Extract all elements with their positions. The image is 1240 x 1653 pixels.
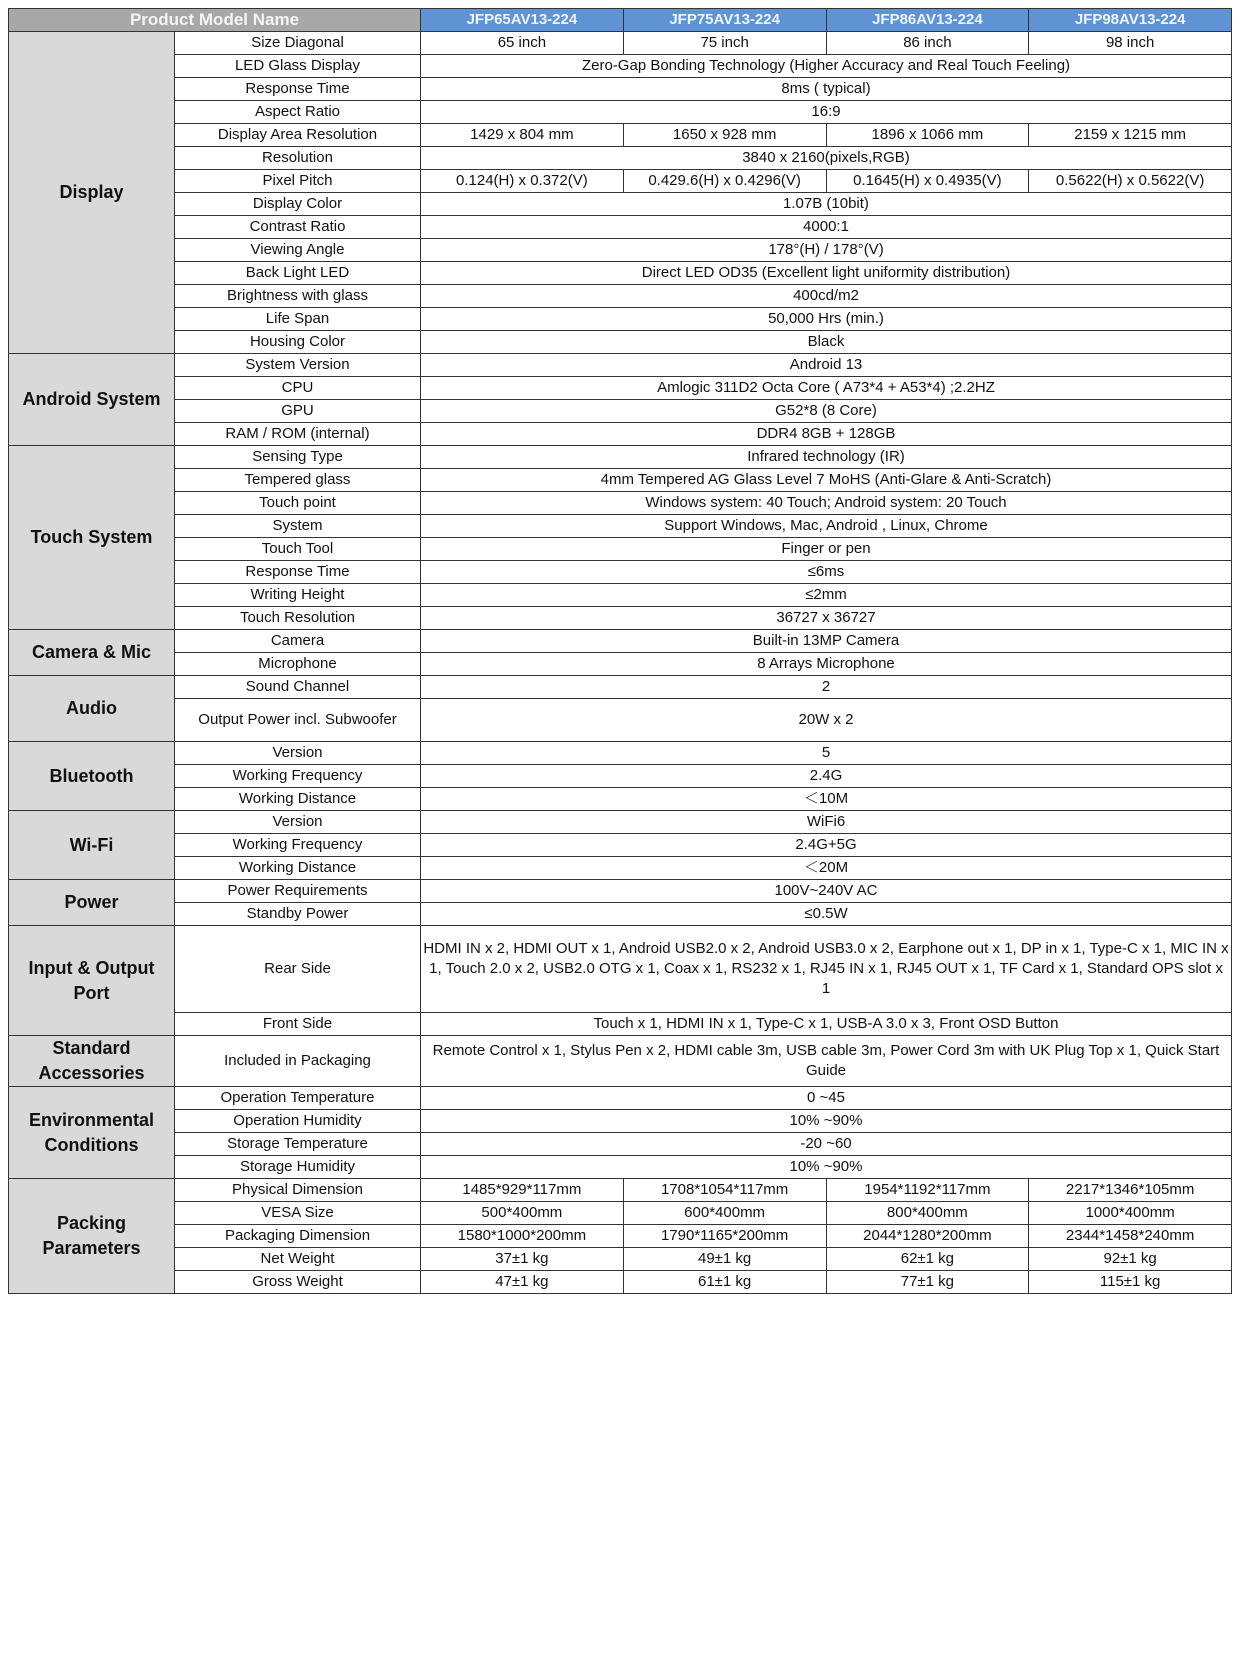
spec-value: 2.4G xyxy=(421,765,1232,788)
spec-label: Camera xyxy=(175,630,421,653)
spec-value: HDMI IN x 2, HDMI OUT x 1, Android USB2.0 x 2, Android USB3.0 x 2, Earphone out x 1, DP in x 1, Type-C x 1, MIC IN x 1, Touch 2.0 x 2, USB2.0 OTG x 1, Coax x 1, RS232 x 1, RJ45 IN x 1, RJ45 OUT x 1, TF Card x 1, Standard OPS slot x 1 xyxy=(421,926,1232,1013)
spec-value: 65 inch xyxy=(421,32,624,55)
table-row xyxy=(9,880,1232,903)
spec-value: 16:9 xyxy=(421,101,1232,124)
table-row xyxy=(9,170,1232,193)
spec-value: 8ms ( typical) xyxy=(421,78,1232,101)
table-row xyxy=(9,446,1232,469)
table-row xyxy=(9,124,1232,147)
spec-label: Contrast Ratio xyxy=(175,216,421,239)
table-row xyxy=(9,354,1232,377)
spec-label: Working Frequency xyxy=(175,834,421,857)
table-row xyxy=(9,742,1232,765)
spec-value: 8 Arrays Microphone xyxy=(421,653,1232,676)
spec-label: Pixel Pitch xyxy=(175,170,421,193)
spec-value: 0.124(H) x 0.372(V) xyxy=(421,170,624,193)
spec-value: 4mm Tempered AG Glass Level 7 MoHS (Anti-Glare & Anti-Scratch) xyxy=(421,469,1232,492)
spec-label: Working Frequency xyxy=(175,765,421,788)
spec-value: 1000*400mm xyxy=(1029,1202,1232,1225)
model-header: JFP86AV13-224 xyxy=(826,9,1029,32)
spec-value: 10% ~90% xyxy=(421,1110,1232,1133)
table-row xyxy=(9,469,1232,492)
group-label: Input & Output Port xyxy=(9,926,175,1036)
table-row xyxy=(9,262,1232,285)
spec-label: Packaging Dimension xyxy=(175,1225,421,1248)
group-label: Audio xyxy=(9,676,175,742)
product-model-name-header: Product Model Name xyxy=(9,9,421,32)
table-row xyxy=(9,423,1232,446)
group-label: Packing Parameters xyxy=(9,1179,175,1294)
spec-value: 1954*1192*117mm xyxy=(826,1179,1029,1202)
spec-label: Response Time xyxy=(175,561,421,584)
spec-value: 1580*1000*200mm xyxy=(421,1225,624,1248)
table-row xyxy=(9,1248,1232,1271)
spec-value: 178°(H) / 178°(V) xyxy=(421,239,1232,262)
group-label: Power xyxy=(9,880,175,926)
spec-value: 3840 x 2160(pixels,RGB) xyxy=(421,147,1232,170)
table-row xyxy=(9,285,1232,308)
spec-label: CPU xyxy=(175,377,421,400)
spec-value: 4000:1 xyxy=(421,216,1232,239)
group-label: Standard Accessories xyxy=(9,1036,175,1087)
spec-value: 500*400mm xyxy=(421,1202,624,1225)
group-label: Touch System xyxy=(9,446,175,630)
table-row xyxy=(9,1013,1232,1036)
spec-value: 92±1 kg xyxy=(1029,1248,1232,1271)
spec-label: Physical Dimension xyxy=(175,1179,421,1202)
spec-value: 10% ~90% xyxy=(421,1156,1232,1179)
spec-value: Touch x 1, HDMI IN x 1, Type-C x 1, USB-A 3.0 x 3, Front OSD Button xyxy=(421,1013,1232,1036)
spec-label: Storage Temperature xyxy=(175,1133,421,1156)
spec-value: 86 inch xyxy=(826,32,1029,55)
spec-value: G52*8 (8 Core) xyxy=(421,400,1232,423)
spec-label: LED Glass Display xyxy=(175,55,421,78)
spec-label: Included in Packaging xyxy=(175,1036,421,1087)
spec-value: 50,000 Hrs (min.) xyxy=(421,308,1232,331)
table-row xyxy=(9,1179,1232,1202)
table-row xyxy=(9,699,1232,742)
table-row xyxy=(9,811,1232,834)
spec-body xyxy=(9,32,1232,1294)
spec-value: ＜20M xyxy=(421,857,1232,880)
group-label: Wi-Fi xyxy=(9,811,175,880)
spec-label: Standby Power xyxy=(175,903,421,926)
table-row xyxy=(9,515,1232,538)
table-row xyxy=(9,377,1232,400)
table-row xyxy=(9,147,1232,170)
spec-label: Viewing Angle xyxy=(175,239,421,262)
spec-value: 0.429.6(H) x 0.4296(V) xyxy=(623,170,826,193)
spec-label: System Version xyxy=(175,354,421,377)
spec-value: Direct LED OD35 (Excellent light uniformity distribution) xyxy=(421,262,1232,285)
table-row xyxy=(9,788,1232,811)
spec-value: 800*400mm xyxy=(826,1202,1029,1225)
table-row xyxy=(9,607,1232,630)
spec-value: 1790*1165*200mm xyxy=(623,1225,826,1248)
spec-value: Android 13 xyxy=(421,354,1232,377)
table-row xyxy=(9,32,1232,55)
spec-value: 37±1 kg xyxy=(421,1248,624,1271)
spec-value: 36727 x 36727 xyxy=(421,607,1232,630)
table-row xyxy=(9,216,1232,239)
spec-value: 1896 x 1066 mm xyxy=(826,124,1029,147)
group-label: Bluetooth xyxy=(9,742,175,811)
spec-value: Built-in 13MP Camera xyxy=(421,630,1232,653)
spec-value: 115±1 kg xyxy=(1029,1271,1232,1294)
spec-value: 49±1 kg xyxy=(623,1248,826,1271)
spec-value: 2 xyxy=(421,676,1232,699)
spec-value: 0 ~45 xyxy=(421,1087,1232,1110)
spec-label: Power Requirements xyxy=(175,880,421,903)
spec-value: 62±1 kg xyxy=(826,1248,1029,1271)
spec-value: 0.1645(H) x 0.4935(V) xyxy=(826,170,1029,193)
spec-label: Front Side xyxy=(175,1013,421,1036)
table-row xyxy=(9,903,1232,926)
table-row xyxy=(9,676,1232,699)
table-row xyxy=(9,1202,1232,1225)
spec-value: 1.07B (10bit) xyxy=(421,193,1232,216)
spec-value: 20W x 2 xyxy=(421,699,1232,742)
spec-value: 100V~240V AC xyxy=(421,880,1232,903)
spec-value: ≤6ms xyxy=(421,561,1232,584)
spec-value: 1485*929*117mm xyxy=(421,1179,624,1202)
spec-value: 77±1 kg xyxy=(826,1271,1029,1294)
table-row xyxy=(9,331,1232,354)
spec-label: Version xyxy=(175,811,421,834)
table-row xyxy=(9,101,1232,124)
spec-label: Life Span xyxy=(175,308,421,331)
spec-value: Infrared technology (IR) xyxy=(421,446,1232,469)
spec-value: 2344*1458*240mm xyxy=(1029,1225,1232,1248)
table-row xyxy=(9,492,1232,515)
spec-label: Operation Humidity xyxy=(175,1110,421,1133)
spec-label: RAM / ROM (internal) xyxy=(175,423,421,446)
spec-label: Sensing Type xyxy=(175,446,421,469)
table-row xyxy=(9,857,1232,880)
spec-value: 75 inch xyxy=(623,32,826,55)
spec-label: Operation Temperature xyxy=(175,1087,421,1110)
spec-label: Working Distance xyxy=(175,857,421,880)
spec-value: 1650 x 928 mm xyxy=(623,124,826,147)
spec-value: 0.5622(H) x 0.5622(V) xyxy=(1029,170,1232,193)
table-row xyxy=(9,55,1232,78)
table-row xyxy=(9,630,1232,653)
spec-value: 98 inch xyxy=(1029,32,1232,55)
table-row xyxy=(9,1036,1232,1087)
spec-value: 1429 x 804 mm xyxy=(421,124,624,147)
table-row xyxy=(9,834,1232,857)
spec-label: Working Distance xyxy=(175,788,421,811)
spec-label: GPU xyxy=(175,400,421,423)
spec-label: Touch Resolution xyxy=(175,607,421,630)
spec-label: Tempered glass xyxy=(175,469,421,492)
spec-table xyxy=(8,8,1232,1294)
spec-label: Net Weight xyxy=(175,1248,421,1271)
spec-value: 2044*1280*200mm xyxy=(826,1225,1029,1248)
spec-label: Brightness with glass xyxy=(175,285,421,308)
group-label: Display xyxy=(9,32,175,354)
spec-label: System xyxy=(175,515,421,538)
spec-value: Finger or pen xyxy=(421,538,1232,561)
spec-label: Writing Height xyxy=(175,584,421,607)
spec-value: Windows system: 40 Touch; Android system: 20 Touch xyxy=(421,492,1232,515)
spec-label: VESA Size xyxy=(175,1202,421,1225)
spec-value: 1708*1054*117mm xyxy=(623,1179,826,1202)
spec-value: DDR4 8GB + 128GB xyxy=(421,423,1232,446)
spec-value: ≤0.5W xyxy=(421,903,1232,926)
spec-value: -20 ~60 xyxy=(421,1133,1232,1156)
table-row xyxy=(9,193,1232,216)
spec-value: Black xyxy=(421,331,1232,354)
table-row xyxy=(9,926,1232,1013)
group-label: Camera & Mic xyxy=(9,630,175,676)
table-row xyxy=(9,1156,1232,1179)
spec-label: Display Area Resolution xyxy=(175,124,421,147)
table-row xyxy=(9,584,1232,607)
spec-label: Resolution xyxy=(175,147,421,170)
model-header: JFP65AV13-224 xyxy=(421,9,624,32)
model-header: JFP98AV13-224 xyxy=(1029,9,1232,32)
spec-value: 2217*1346*105mm xyxy=(1029,1179,1232,1202)
spec-value: Support Windows, Mac, Android , Linux, Chrome xyxy=(421,515,1232,538)
spec-value: 47±1 kg xyxy=(421,1271,624,1294)
table-row xyxy=(9,1087,1232,1110)
table-row xyxy=(9,78,1232,101)
spec-label: Touch Tool xyxy=(175,538,421,561)
spec-label: Storage Humidity xyxy=(175,1156,421,1179)
spec-label: Version xyxy=(175,742,421,765)
table-row xyxy=(9,561,1232,584)
spec-value: 2159 x 1215 mm xyxy=(1029,124,1232,147)
spec-label: Gross Weight xyxy=(175,1271,421,1294)
spec-label: Size Diagonal xyxy=(175,32,421,55)
header-row xyxy=(9,9,1232,32)
spec-value: WiFi6 xyxy=(421,811,1232,834)
table-row xyxy=(9,1271,1232,1294)
spec-label: Aspect Ratio xyxy=(175,101,421,124)
table-row xyxy=(9,1133,1232,1156)
spec-value: Amlogic 311D2 Octa Core ( A73*4 + A53*4) ;2.2HZ xyxy=(421,377,1232,400)
spec-value: 400cd/m2 xyxy=(421,285,1232,308)
table-row xyxy=(9,400,1232,423)
spec-label: Response Time xyxy=(175,78,421,101)
spec-label: Rear Side xyxy=(175,926,421,1013)
table-row xyxy=(9,1225,1232,1248)
spec-label: Display Color xyxy=(175,193,421,216)
table-row xyxy=(9,653,1232,676)
spec-label: Back Light LED xyxy=(175,262,421,285)
table-row xyxy=(9,765,1232,788)
spec-value: ＜10M xyxy=(421,788,1232,811)
spec-label: Output Power incl. Subwoofer xyxy=(175,699,421,742)
table-row xyxy=(9,538,1232,561)
spec-label: Sound Channel xyxy=(175,676,421,699)
group-label: Android System xyxy=(9,354,175,446)
spec-label: Touch point xyxy=(175,492,421,515)
spec-value: 2.4G+5G xyxy=(421,834,1232,857)
spec-value: 600*400mm xyxy=(623,1202,826,1225)
spec-value: 61±1 kg xyxy=(623,1271,826,1294)
table-row xyxy=(9,239,1232,262)
spec-value: ≤2mm xyxy=(421,584,1232,607)
model-header: JFP75AV13-224 xyxy=(623,9,826,32)
group-label: Environmental Conditions xyxy=(9,1087,175,1179)
spec-value: 5 xyxy=(421,742,1232,765)
spec-label: Microphone xyxy=(175,653,421,676)
spec-value: Remote Control x 1, Stylus Pen x 2, HDMI cable 3m, USB cable 3m, Power Cord 3m with UK Plug Top x 1, Quick Start Guide xyxy=(421,1036,1232,1087)
spec-label: Housing Color xyxy=(175,331,421,354)
table-row xyxy=(9,308,1232,331)
table-row xyxy=(9,1110,1232,1133)
spec-value: Zero-Gap Bonding Technology (Higher Accuracy and Real Touch Feeling) xyxy=(421,55,1232,78)
